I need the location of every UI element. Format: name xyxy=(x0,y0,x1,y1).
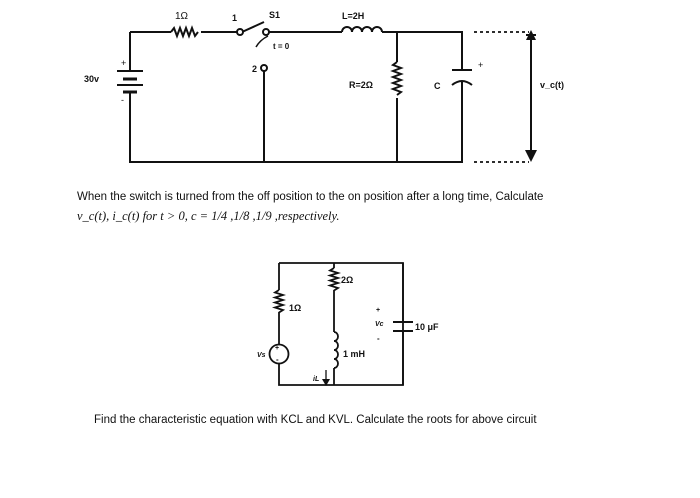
vc-plus: + xyxy=(376,307,381,314)
inductor-label: L=2H xyxy=(342,11,365,21)
resistor-1ohm xyxy=(275,290,283,313)
vc2-label: Vc xyxy=(375,321,384,328)
switch-label: S1 xyxy=(269,10,281,20)
question2-text: Find the characteristic equation with KCL and KVL. Calculate the roots for above circuit xyxy=(94,414,537,426)
switch-time-arrow xyxy=(256,36,268,47)
switch-node-2 xyxy=(261,65,267,71)
r2-label: R=2Ω xyxy=(349,80,373,90)
vc-arrowhead-bottom xyxy=(525,150,537,162)
resistor-r1 xyxy=(171,28,198,36)
inductor-1mh xyxy=(334,332,338,368)
node1-label: 1 xyxy=(232,13,238,23)
cap-plus: + xyxy=(478,60,484,70)
switch-node-1 xyxy=(237,29,243,35)
resistor-2ohm xyxy=(330,268,338,291)
il-label: iL xyxy=(313,376,320,383)
question1-line2: v_c(t), i_c(t) for t > 0, c = 1/4 ,1/8 ,1/9 ,respectively. xyxy=(77,209,340,223)
r1ohm-label: 1Ω xyxy=(289,303,302,313)
switch-node-s1 xyxy=(263,29,269,35)
switch-time-label: t = 0 xyxy=(273,42,290,51)
r1-label: 1Ω xyxy=(175,11,189,22)
source-label: 30v xyxy=(84,74,100,84)
wire xyxy=(130,82,462,162)
source-plus: + xyxy=(121,58,127,68)
inductor-l xyxy=(342,27,382,32)
vs-label: Vs xyxy=(257,352,266,359)
vs-plus: + xyxy=(275,345,280,352)
cap-label: C xyxy=(434,81,441,91)
r2ohm-label: 2Ω xyxy=(341,275,354,285)
resistor-r2 xyxy=(393,62,401,95)
vc-label: v_c(t) xyxy=(540,80,565,90)
cap-10uf-label: 10 μF xyxy=(415,322,439,332)
node2-label: 2 xyxy=(252,64,258,74)
question1-line1: When the switch is turned from the off position to the on position after a long time, Calculate xyxy=(77,191,544,203)
vc-minus: - xyxy=(377,334,380,343)
source-minus: - xyxy=(121,95,124,105)
vs-minus: - xyxy=(276,355,279,364)
switch-arm xyxy=(242,22,264,32)
inductor-1mh-label: 1 mH xyxy=(343,349,366,359)
